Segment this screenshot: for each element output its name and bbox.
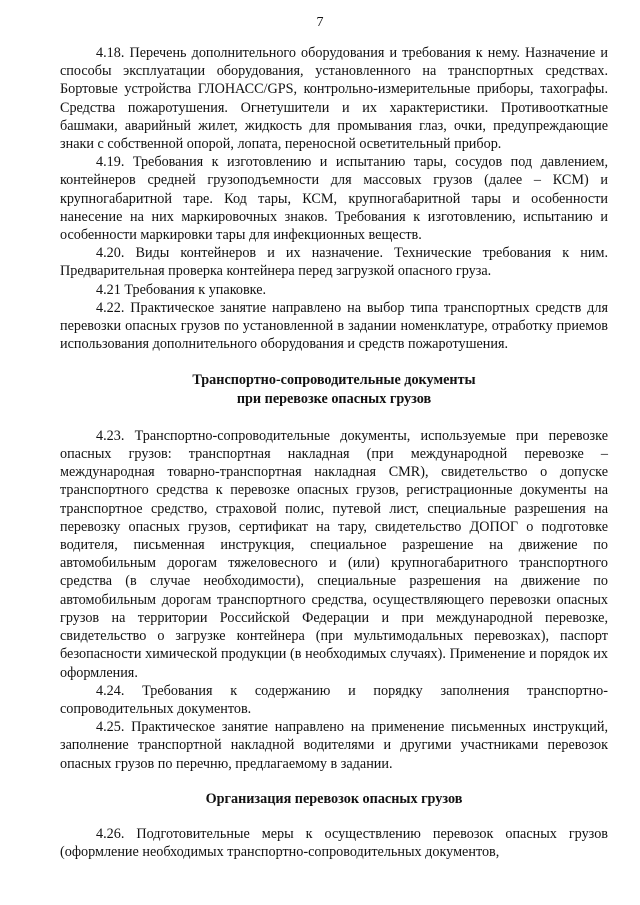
paragraph-4-21: 4.21 Требования к упаковке.: [96, 281, 267, 298]
section-heading-line-1: Транспортно-сопроводительные документы: [192, 372, 476, 389]
paragraph-4-22: 4.22. Практическое занятие направлено на выбор типа транспортных средств для перевозки опасных грузов по установленной в задании номенклатуре, отработку приемов использования дополнительного оборудования и средств пожаротушения.: [60, 299, 608, 353]
paragraph-4-20: 4.20. Виды контейнеров и их назначение. Технические требования к ним. Предварительная проверка контейнера перед загрузкой опасного груза.: [60, 245, 608, 280]
section-heading-transport-documents: [60, 371, 608, 407]
section-heading-line-2: при перевозке опасных грузов: [236, 390, 432, 407]
paragraph-4-25: 4.25. Практическое занятие направлено на применение письменных инструкций, заполнение транспортной накладной водителями и другими участниками перевозок опасных грузов по перечню, предлагаемому в задании.: [60, 719, 608, 772]
paragraph-4-26: 4.26. Подготовительные меры к осуществлению перевозок опасных грузов (оформление необходимых транспортно-сопроводительных документов,: [60, 825, 608, 861]
document-body: [60, 44, 608, 861]
paragraph-4-18: 4.18. Перечень дополнительного оборудования и требования к нему. Назначение и способы эксплуатации оборудования, установленного на транспортных средствах. Бортовые устройства ГЛОНАСС/GPS, контрольно-измерительные приборы, тахографы. Средства пожаротушения. Огнетушители и их характеристики. Противооткатные башмаки, аварийный жилет, жидкость для промывания глаз, очки, предупреждающие знаки с собственной опорой, лопата, переносной осветительный прибор.: [60, 45, 608, 153]
paragraph-4-23: 4.23. Транспортно-сопроводительные документы, используемые при перевозке опасных грузов: транспортная накладная (при международной перевозке – международная товарно-транспортная накладная CMR), свидетельство о допуске транспортного средства к перевозке опасных грузов, регистрационные документы на транспортное средство, страховой полис, путевой лист, специальные разрешения на перевозку опасных грузов, сертификат на тару, свидетельство ДОПОГ о подготовке водителя, письменная инструкция, специальное разрешение на движение по автомобильным дорогам тяжеловесного и (или) крупногабаритного транспортного средства (в случае необходимости), специальные разрешения на движение по автомобильным дорогам транспортного средства, осуществляющего перевозки опасных грузов на территории Российской Федерации и при международной перевозке, свидетельство о загрузке контейнера (при мультимодальных перевозках), паспорт безопасности химической продукции (в необходимых случаях). Применение и порядок их оформления.: [60, 427, 608, 681]
section-heading-organization: [60, 790, 608, 808]
paragraph-4-19: 4.19. Требования к изготовлению и испытанию тары, сосудов под давлением, контейнеров средней грузоподъемности для массовых грузов (далее – КСМ) и крупногабаритной таре. Код тары, КСМ, крупногабаритной тары и особенности нанесение на них маркировочных знаков. Требования к изготовлению, испытанию и особенности маркировки тары для инфекционных веществ.: [60, 154, 608, 244]
paragraph-4-24: 4.24. Требования к содержанию и порядку заполнения транспортно-сопроводительных документов.: [60, 682, 608, 717]
page-number: 7: [316, 15, 324, 30]
section-heading-title: Организация перевозок опасных грузов: [205, 790, 463, 807]
